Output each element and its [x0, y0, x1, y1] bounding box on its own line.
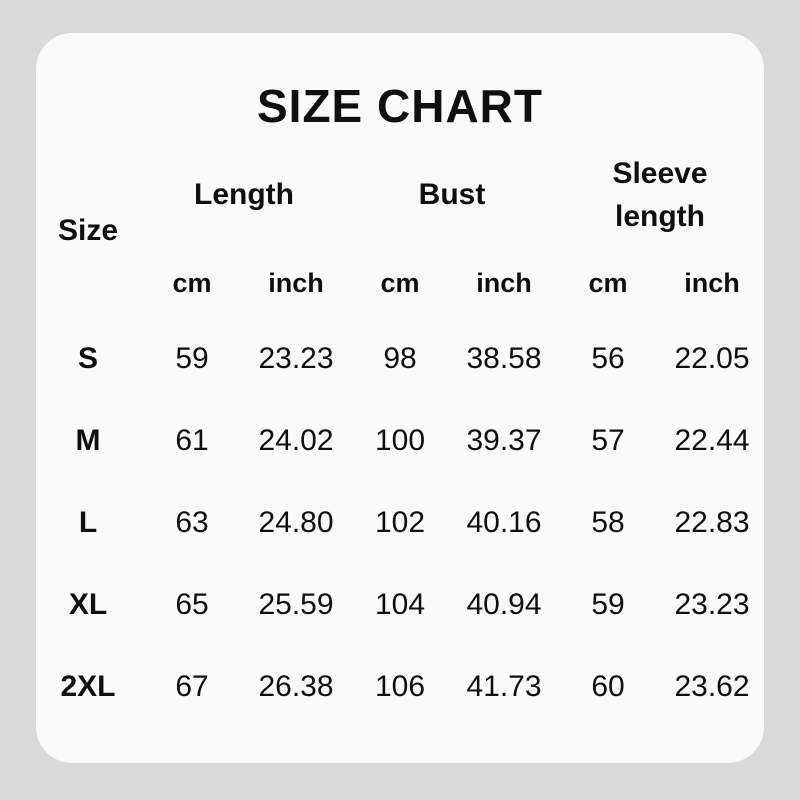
page-title: SIZE CHART [257, 80, 543, 132]
row-label-m: M [75, 424, 101, 457]
unit-header-bust-cm: cm [380, 267, 420, 298]
cell-2xl-bust-cm: 106 [374, 670, 426, 703]
size-table [36, 143, 764, 728]
cell-m-length-cm: 61 [175, 424, 209, 457]
cell-xl-bust-cm: 104 [374, 588, 426, 621]
column-header-size: Size [57, 213, 119, 247]
cell-l-sleeve-inch: 22.83 [674, 506, 750, 539]
cell-s-sleeve-inch: 22.05 [674, 342, 750, 375]
unit-header-bust-inch: inch [476, 267, 532, 298]
cell-m-bust-cm: 100 [374, 424, 426, 457]
cell-l-sleeve-cm: 58 [591, 506, 625, 539]
row-label-xl: XL [68, 588, 108, 621]
cell-xl-length-cm: 65 [175, 588, 209, 621]
cell-xl-bust-inch: 40.94 [466, 588, 542, 621]
cell-l-length-cm: 63 [175, 506, 209, 539]
size-chart-card [36, 33, 764, 763]
column-group-sleeve-length [556, 143, 764, 248]
cell-m-sleeve-inch: 22.44 [674, 424, 750, 457]
row-label-l: L [78, 506, 98, 539]
cell-2xl-length-cm: 67 [175, 670, 209, 703]
cell-2xl-bust-inch: 41.73 [466, 670, 542, 703]
cell-s-bust-cm: 98 [383, 342, 417, 375]
cell-s-bust-inch: 38.58 [466, 342, 542, 375]
cell-s-sleeve-cm: 56 [591, 342, 625, 375]
cell-xl-length-inch: 25.59 [258, 588, 334, 621]
cell-xl-sleeve-inch: 23.23 [674, 588, 750, 621]
cell-l-bust-cm: 102 [374, 506, 426, 539]
unit-header-sleeve-inch: inch [684, 267, 740, 298]
cell-m-sleeve-cm: 57 [591, 424, 625, 457]
cell-s-length-cm: 59 [175, 342, 209, 375]
row-label-2xl: 2XL [60, 670, 116, 703]
cell-2xl-sleeve-inch: 23.62 [674, 670, 750, 703]
unit-header-sleeve-cm: cm [588, 267, 628, 298]
cell-s-length-inch: 23.23 [258, 342, 334, 375]
cell-m-length-inch: 24.02 [258, 424, 334, 457]
cell-l-bust-inch: 40.16 [466, 506, 542, 539]
cell-2xl-length-inch: 26.38 [258, 670, 334, 703]
unit-header-length-cm: cm [172, 267, 212, 298]
cell-2xl-sleeve-cm: 60 [591, 670, 625, 703]
unit-header-length-inch: inch [268, 267, 324, 298]
cell-m-bust-inch: 39.37 [466, 424, 542, 457]
column-group-sleeve-length-label: Sleeve length [612, 156, 708, 233]
column-group-length: Length [194, 178, 294, 212]
row-label-s: S [77, 342, 98, 375]
column-group-bust: Bust [418, 178, 486, 212]
cell-xl-sleeve-cm: 59 [591, 588, 625, 621]
cell-l-length-inch: 24.80 [258, 506, 334, 539]
